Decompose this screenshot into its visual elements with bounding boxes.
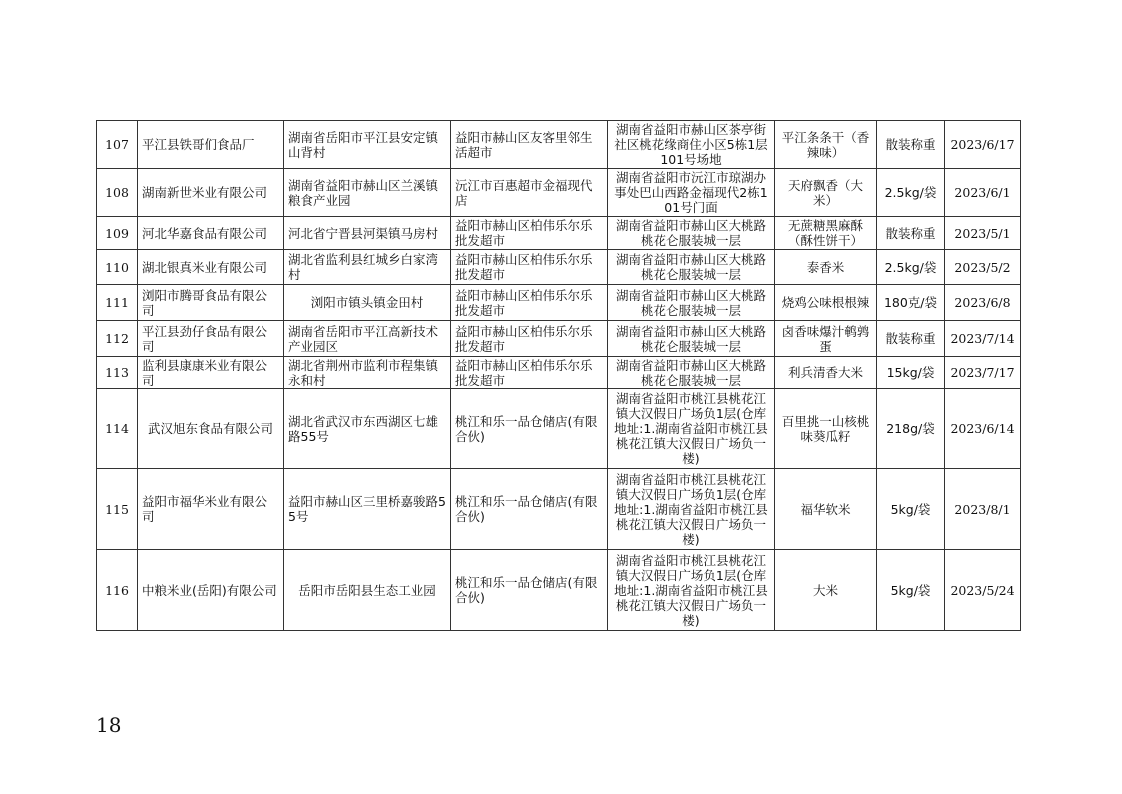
production-date: 2023/5/2 xyxy=(945,250,1021,285)
product-spec: 2.5kg/袋 xyxy=(877,250,945,285)
row-number: 109 xyxy=(97,217,138,250)
seller-address: 湖南省益阳市赫山区大桃路桃花仑服装城一层 xyxy=(608,217,775,250)
seller-name: 益阳市赫山区柏伟乐尔乐批发超市 xyxy=(451,217,608,250)
seller-address: 湖南省益阳市赫山区大桃路桃花仑服装城一层 xyxy=(608,250,775,285)
row-number: 113 xyxy=(97,357,138,389)
seller-address: 湖南省益阳市桃江县桃花江镇大汉假日广场负1层(仓库地址:1.湖南省益阳市桃江县桃花江镇大汉假日广场负一楼) xyxy=(608,550,775,631)
production-date: 2023/6/14 xyxy=(945,389,1021,469)
producer-address: 湖北省武汉市东西湖区七雄路55号 xyxy=(284,389,451,469)
table-row xyxy=(97,169,1021,217)
production-date: 2023/6/17 xyxy=(945,121,1021,169)
row-number: 111 xyxy=(97,285,138,321)
production-date: 2023/6/8 xyxy=(945,285,1021,321)
seller-name: 益阳市赫山区柏伟乐尔乐批发超市 xyxy=(451,357,608,389)
product-name: 烧鸡公味根根辣 xyxy=(775,285,877,321)
product-spec: 15kg/袋 xyxy=(877,357,945,389)
row-number: 108 xyxy=(97,169,138,217)
page-number: 18 xyxy=(96,713,122,737)
product-spec: 2.5kg/袋 xyxy=(877,169,945,217)
product-spec: 5kg/袋 xyxy=(877,550,945,631)
producer-address: 岳阳市岳阳县生态工业园 xyxy=(284,550,451,631)
row-number: 107 xyxy=(97,121,138,169)
row-number: 114 xyxy=(97,389,138,469)
table-row xyxy=(97,357,1021,389)
product-spec: 散装称重 xyxy=(877,321,945,357)
seller-name: 益阳市赫山区柏伟乐尔乐批发超市 xyxy=(451,250,608,285)
product-spec: 散装称重 xyxy=(877,217,945,250)
table-row xyxy=(97,217,1021,250)
producer-name: 平江县铁哥们食品厂 xyxy=(138,121,284,169)
product-spec: 180克/袋 xyxy=(877,285,945,321)
producer-name: 中粮米业(岳阳)有限公司 xyxy=(138,550,284,631)
seller-name: 沅江市百惠超市金福现代店 xyxy=(451,169,608,217)
production-date: 2023/5/1 xyxy=(945,217,1021,250)
production-date: 2023/6/1 xyxy=(945,169,1021,217)
table-row xyxy=(97,250,1021,285)
seller-address: 湖南省益阳市沅江市琼湖办事处巴山西路金福现代2栋101号门面 xyxy=(608,169,775,217)
producer-name: 湖南新世米业有限公司 xyxy=(138,169,284,217)
row-number: 116 xyxy=(97,550,138,631)
production-date: 2023/7/17 xyxy=(945,357,1021,389)
producer-address: 湖南省益阳市赫山区兰溪镇粮食产业园 xyxy=(284,169,451,217)
seller-name: 益阳市赫山区友客里邻生活超市 xyxy=(451,121,608,169)
producer-address: 河北省宁晋县河渠镇马房村 xyxy=(284,217,451,250)
seller-name: 桃江和乐一品仓储店(有限合伙) xyxy=(451,469,608,550)
producer-address: 湖北省监利县红城乡白家湾村 xyxy=(284,250,451,285)
table-row xyxy=(97,321,1021,357)
seller-name: 桃江和乐一品仓储店(有限合伙) xyxy=(451,550,608,631)
seller-name: 益阳市赫山区柏伟乐尔乐批发超市 xyxy=(451,285,608,321)
seller-address: 湖南省益阳市桃江县桃花江镇大汉假日广场负1层(仓库地址:1.湖南省益阳市桃江县桃花江镇大汉假日广场负一楼) xyxy=(608,469,775,550)
table-row xyxy=(97,389,1021,469)
row-number: 110 xyxy=(97,250,138,285)
production-date: 2023/5/24 xyxy=(945,550,1021,631)
product-spec: 散装称重 xyxy=(877,121,945,169)
production-date: 2023/7/14 xyxy=(945,321,1021,357)
product-name: 天府飘香（大米） xyxy=(775,169,877,217)
seller-address: 湖南省益阳市赫山区大桃路桃花仑服装城一层 xyxy=(608,321,775,357)
product-name: 大米 xyxy=(775,550,877,631)
producer-name: 武汉旭东食品有限公司 xyxy=(138,389,284,469)
results-table xyxy=(96,120,1021,631)
producer-name: 湖北银真米业有限公司 xyxy=(138,250,284,285)
table-row xyxy=(97,121,1021,169)
production-date: 2023/8/1 xyxy=(945,469,1021,550)
product-name: 平江条条干（香辣味） xyxy=(775,121,877,169)
product-name: 泰香米 xyxy=(775,250,877,285)
row-number: 112 xyxy=(97,321,138,357)
seller-address: 湖南省益阳市赫山区大桃路桃花仑服装城一层 xyxy=(608,357,775,389)
producer-name: 平江县劲仔食品有限公司 xyxy=(138,321,284,357)
producer-address: 浏阳市镇头镇金田村 xyxy=(284,285,451,321)
producer-name: 监利县康康米业有限公司 xyxy=(138,357,284,389)
product-name: 利兵清香大米 xyxy=(775,357,877,389)
product-name: 福华软米 xyxy=(775,469,877,550)
producer-name: 浏阳市腾哥食品有限公司 xyxy=(138,285,284,321)
seller-address: 湖南省益阳市赫山区大桃路桃花仑服装城一层 xyxy=(608,285,775,321)
producer-address: 湖南省岳阳市平江县安定镇山背村 xyxy=(284,121,451,169)
product-name: 百里挑一山核桃味葵瓜籽 xyxy=(775,389,877,469)
seller-address: 湖南省益阳市赫山区茶亭街社区桃花缘商住小区5栋1层101号场地 xyxy=(608,121,775,169)
table-row xyxy=(97,469,1021,550)
row-number: 115 xyxy=(97,469,138,550)
producer-address: 湖南省岳阳市平江高新技术产业园区 xyxy=(284,321,451,357)
producer-name: 河北华嘉食品有限公司 xyxy=(138,217,284,250)
table-row xyxy=(97,285,1021,321)
product-spec: 218g/袋 xyxy=(877,389,945,469)
producer-address: 湖北省荆州市监利市程集镇永和村 xyxy=(284,357,451,389)
seller-address: 湖南省益阳市桃江县桃花江镇大汉假日广场负1层(仓库地址:1.湖南省益阳市桃江县桃花江镇大汉假日广场负一楼) xyxy=(608,389,775,469)
product-spec: 5kg/袋 xyxy=(877,469,945,550)
product-name: 卤香味爆汁鹌鹑蛋 xyxy=(775,321,877,357)
seller-name: 益阳市赫山区柏伟乐尔乐批发超市 xyxy=(451,321,608,357)
producer-address: 益阳市赫山区三里桥嘉骏路55号 xyxy=(284,469,451,550)
product-name: 无蔗糖黑麻酥（酥性饼干） xyxy=(775,217,877,250)
producer-name: 益阳市福华米业有限公司 xyxy=(138,469,284,550)
seller-name: 桃江和乐一品仓储店(有限合伙) xyxy=(451,389,608,469)
table-row xyxy=(97,550,1021,631)
